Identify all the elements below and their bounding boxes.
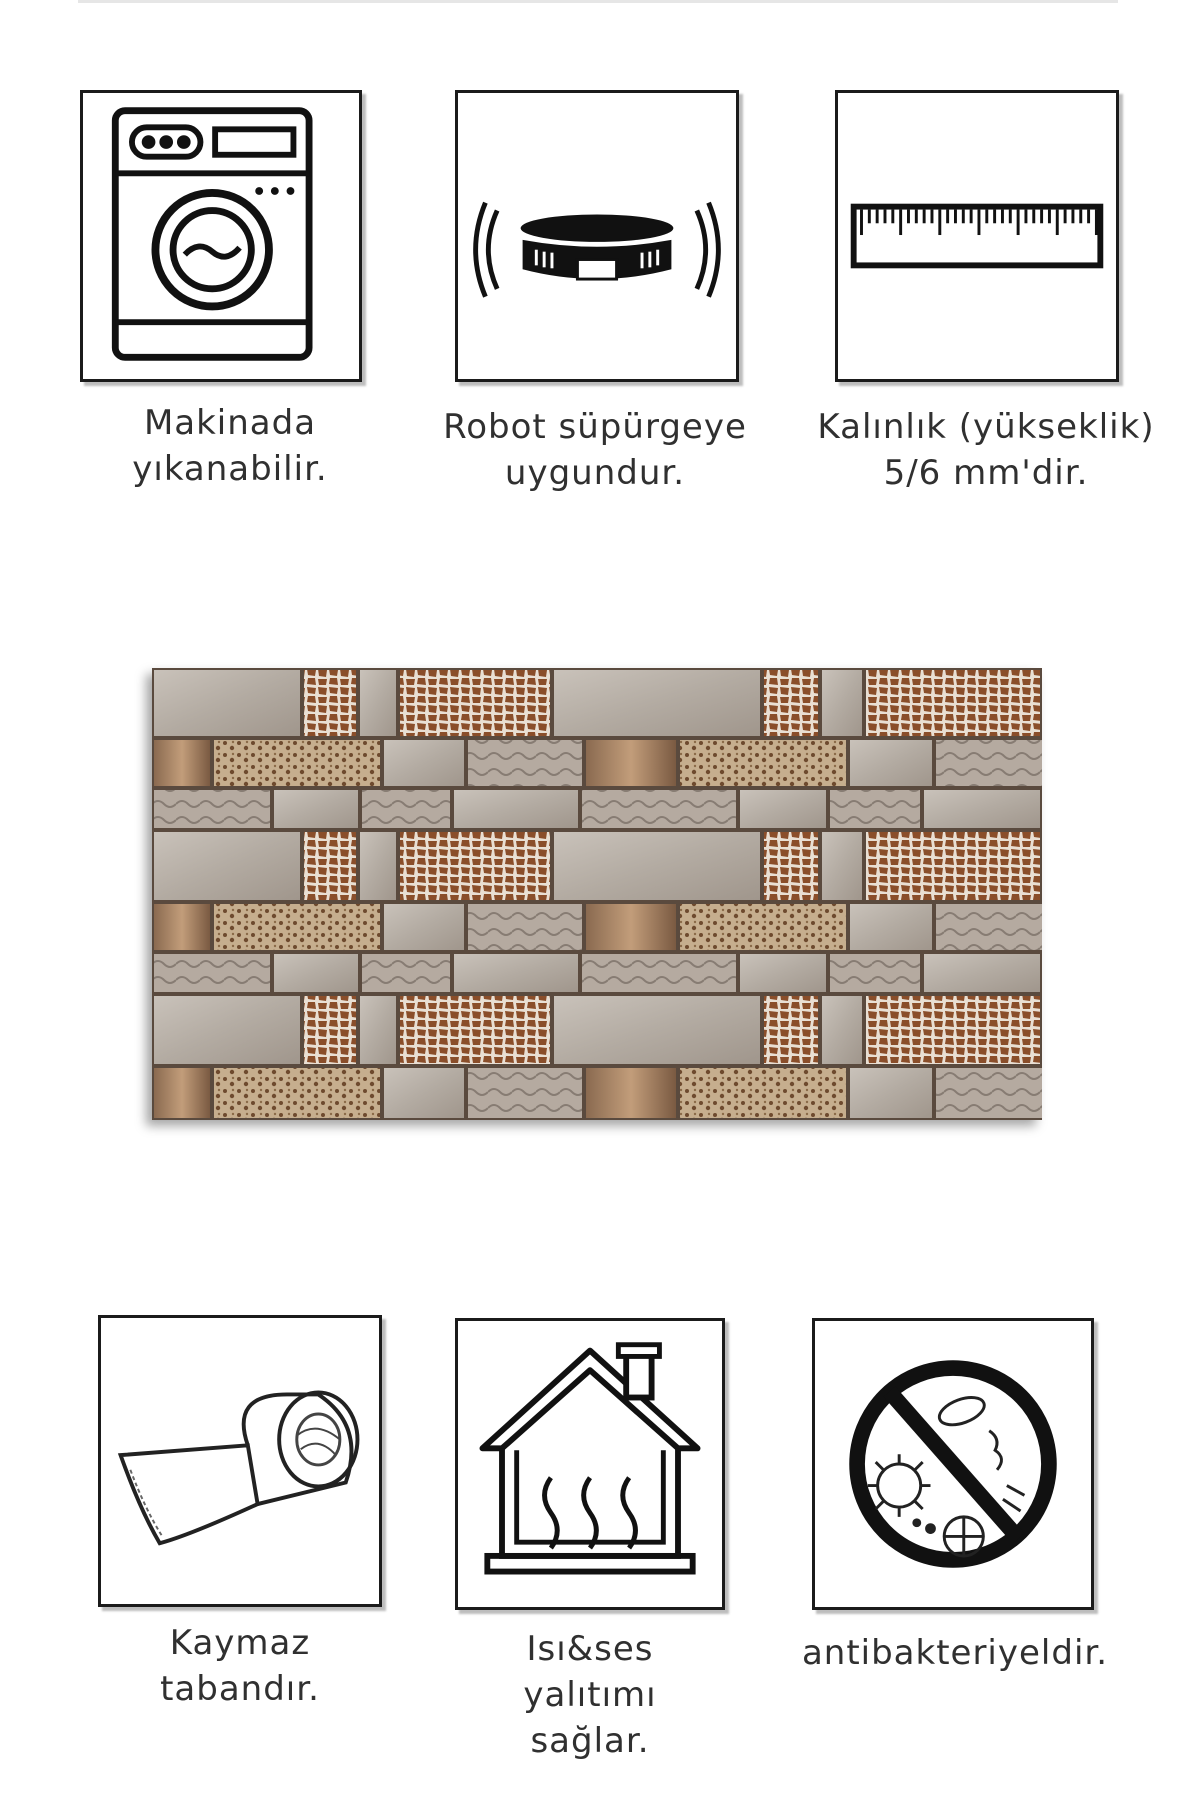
caption-robot-vacuum — [425, 404, 765, 496]
rug-tile — [304, 670, 356, 736]
rug-tile — [362, 954, 450, 992]
feature-non-slip — [98, 1315, 382, 1607]
rug-tile — [764, 670, 818, 736]
top-divider — [78, 0, 1118, 3]
rug-tile — [822, 670, 862, 736]
rug-tile — [936, 904, 1042, 950]
rug-tile — [400, 670, 550, 736]
rug-tile — [764, 832, 818, 900]
rug-tile — [582, 790, 736, 828]
rug-tile — [154, 996, 300, 1064]
rug-tile — [384, 740, 464, 786]
caption-non-slip — [90, 1620, 390, 1712]
caption-line: Makinada — [143, 403, 317, 443]
rug-tile — [360, 670, 396, 736]
rug-tile — [586, 1068, 676, 1118]
caption-antibacterial — [780, 1630, 1130, 1676]
rug-tile — [468, 740, 582, 786]
rug-tile — [214, 1068, 380, 1118]
rug-tile — [360, 832, 396, 900]
rug-product-image — [152, 668, 1042, 1120]
washing-machine-icon — [83, 93, 359, 379]
rug-tile — [924, 954, 1040, 992]
rug-tile — [454, 954, 578, 992]
feature-robot-vacuum — [455, 90, 739, 382]
rug-tile — [362, 790, 450, 828]
rug-tile — [304, 832, 356, 900]
caption-line: 5/6 mm'dir. — [883, 453, 1089, 493]
rug-tile — [154, 670, 300, 736]
rug-tile — [740, 790, 826, 828]
rug-tile — [764, 996, 818, 1064]
rug-tile — [830, 790, 920, 828]
rug-tile — [468, 904, 582, 950]
feature-washing-machine — [80, 90, 362, 382]
rug-tile — [680, 904, 846, 950]
caption-line: Kaymaz — [169, 1623, 311, 1663]
rug-tile — [866, 996, 1040, 1064]
rug-tile — [214, 904, 380, 950]
rug-tile — [830, 954, 920, 992]
rug-tile — [822, 996, 862, 1064]
rug-tile — [850, 904, 932, 950]
rug-tile — [936, 1068, 1042, 1118]
rug-tile — [822, 832, 862, 900]
rug-tile — [214, 740, 380, 786]
rug-tile — [304, 996, 356, 1064]
caption-insulation — [440, 1626, 740, 1764]
caption-thickness — [800, 404, 1172, 496]
rug-tile — [274, 790, 358, 828]
rug-tile — [866, 670, 1040, 736]
rug-tile — [850, 1068, 932, 1118]
rolled-rug-icon — [101, 1318, 379, 1604]
rug-tile — [554, 996, 760, 1064]
caption-line: Kalınlık (yükseklik) — [817, 407, 1155, 447]
rug-tile — [154, 790, 270, 828]
rug-tile — [154, 740, 210, 786]
rug-tile — [586, 904, 676, 950]
rug-tile — [554, 832, 760, 900]
caption-line: yıkanabilir. — [132, 449, 328, 489]
rug-tile — [554, 670, 760, 736]
rug-tile — [866, 832, 1040, 900]
caption-line: tabandır. — [160, 1669, 320, 1709]
rug-tile — [400, 996, 550, 1064]
rug-tile — [154, 904, 210, 950]
rug-tile — [740, 954, 826, 992]
rug-tile — [468, 1068, 582, 1118]
caption-line: sağlar. — [530, 1721, 650, 1761]
rug-tile — [154, 954, 270, 992]
rug-tile — [384, 1068, 464, 1118]
robot-vacuum-icon — [458, 93, 736, 379]
no-bacteria-icon — [815, 1321, 1091, 1607]
rug-tile — [936, 740, 1042, 786]
rug-tile — [924, 790, 1040, 828]
rug-tile — [680, 740, 846, 786]
ruler-icon — [838, 93, 1116, 379]
rug-tile — [850, 740, 932, 786]
rug-tile — [274, 954, 358, 992]
caption-line: Robot süpürgeye — [443, 407, 747, 447]
feature-antibacterial — [812, 1318, 1094, 1610]
feature-insulation — [455, 1318, 725, 1610]
rug-tile — [400, 832, 550, 900]
rug-tile — [680, 1068, 846, 1118]
caption-line: Isı&ses — [526, 1629, 654, 1669]
rug-tile — [360, 996, 396, 1064]
rug-tile — [582, 954, 736, 992]
caption-line: antibakteriyeldir. — [801, 1633, 1109, 1673]
rug-tile — [586, 740, 676, 786]
house-heat-icon — [458, 1321, 722, 1607]
rug-tile — [154, 832, 300, 900]
rug-tile — [454, 790, 578, 828]
caption-line: yalıtımı — [523, 1675, 657, 1715]
rug-tile — [154, 1068, 210, 1118]
caption-washing-machine — [80, 400, 380, 492]
rug-tile — [384, 904, 464, 950]
caption-line: uygundur. — [504, 453, 686, 493]
feature-thickness — [835, 90, 1119, 382]
